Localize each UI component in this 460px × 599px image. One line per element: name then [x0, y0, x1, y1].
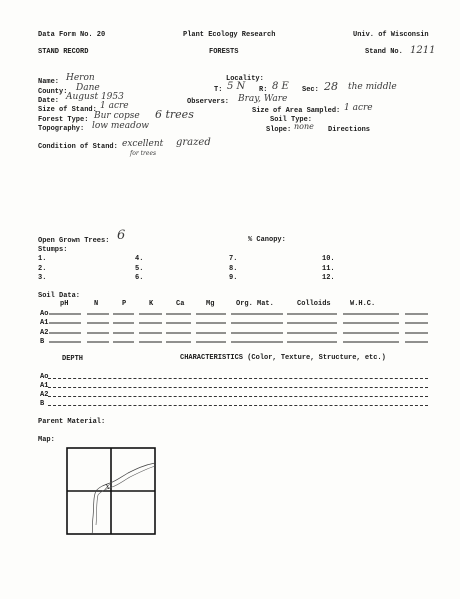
soil-column-header: K	[149, 300, 154, 308]
condition-label: Condition of Stand:	[38, 143, 118, 151]
topography-value: low meadow	[92, 121, 149, 131]
depth-line	[48, 396, 428, 397]
soil-column-header: N	[94, 300, 99, 308]
county-value: Dane	[76, 83, 100, 93]
stump-number: 10.	[322, 255, 335, 263]
parent-material-label: Parent Material:	[38, 418, 106, 426]
condition-value-2: grazed	[176, 137, 211, 148]
stump-number: 3.	[38, 274, 47, 282]
stump-number: 9.	[229, 274, 238, 282]
stump-number: 6.	[135, 274, 144, 282]
soil-column-header: Mg	[206, 300, 215, 308]
horizon-label: Ao	[40, 373, 49, 381]
university-name: Univ. of Wisconsin	[353, 31, 429, 39]
topography-label: Topography:	[38, 125, 85, 133]
characteristics-label: CHARACTERISTICS (Color, Texture, Structure, etc.)	[180, 354, 386, 362]
soil-column-header: W.H.C.	[350, 300, 376, 308]
section-label: Sec:	[302, 86, 319, 94]
stump-number: 2.	[38, 265, 47, 273]
locality-label: Locality:	[226, 75, 264, 83]
slope-value: none	[294, 122, 314, 131]
name-value: Heron	[66, 73, 95, 83]
horizon-label: A1	[40, 382, 49, 390]
township-value: 5 N	[227, 81, 246, 92]
range-value: 8 E	[272, 81, 289, 92]
stump-number: 12.	[322, 274, 335, 282]
depth-line	[48, 378, 428, 379]
date-label: Date:	[38, 97, 60, 105]
soil-column-header: pH	[60, 300, 69, 308]
stand-number-label: Stand No.	[365, 48, 403, 56]
condition-value: excellent	[122, 139, 164, 149]
forest-type-value: Bur copse	[94, 111, 140, 121]
observers-label: Observers:	[187, 98, 230, 106]
section-value: 28	[324, 80, 338, 93]
stump-number: 1.	[38, 255, 47, 263]
open-grown-trees-label: Open Grown Trees:	[38, 237, 110, 245]
size-of-stand-value: 1 acre	[100, 101, 129, 111]
stand-number-value: 1211	[410, 45, 436, 56]
stream-line	[92, 463, 155, 534]
slope-label: Slope:	[266, 126, 292, 134]
depth-line	[48, 387, 428, 388]
range-label: R:	[259, 86, 268, 94]
map-location-mark: x	[105, 482, 111, 492]
soil-data-title: Soil Data:	[38, 292, 81, 300]
date-value: August 1953	[66, 92, 124, 102]
depth-line	[48, 405, 428, 406]
record-title: STAND RECORD	[38, 48, 89, 56]
stump-number: 4.	[135, 255, 144, 263]
organization-name: Plant Ecology Research	[183, 31, 276, 39]
section-note: the middle	[348, 82, 397, 92]
forest-type-label: Forest Type:	[38, 116, 89, 124]
soil-column-header: Colloids	[297, 300, 331, 308]
forest-type-extra: 6 trees	[155, 108, 194, 121]
category-title: FORESTS	[209, 48, 239, 56]
stump-number: 7.	[229, 255, 238, 263]
stump-number: 11.	[322, 265, 335, 273]
soil-column-header: P	[122, 300, 127, 308]
soil-row-label: B	[40, 338, 45, 346]
location-map	[66, 447, 158, 537]
observers-value: Bray, Ware	[238, 94, 288, 104]
horizon-label: A2	[40, 391, 49, 399]
horizon-label: B	[40, 400, 45, 408]
open-grown-trees-value: 6	[117, 228, 126, 243]
area-sampled-value: 1 acre	[344, 103, 373, 113]
soil-row-label: A1	[40, 319, 49, 327]
township-label: T:	[214, 86, 223, 94]
map-label: Map:	[38, 436, 55, 444]
name-label: Name:	[38, 78, 60, 86]
form-number: Data Form No. 20	[38, 31, 106, 39]
depth-label: DEPTH	[62, 355, 84, 363]
area-sampled-label: Size of Area Sampled:	[252, 107, 341, 115]
county-label: County:	[38, 88, 68, 96]
soil-column-header: Org. Mat.	[236, 300, 274, 308]
directions-label: Directions	[328, 126, 371, 134]
stump-number: 8.	[229, 265, 238, 273]
stumps-label: Stumps:	[38, 246, 68, 254]
soil-row-label: A2	[40, 329, 49, 337]
size-of-stand-label: Size of Stand:	[38, 106, 97, 114]
condition-note: for trees	[130, 150, 157, 157]
soil-type-label: Soil Type:	[270, 116, 313, 124]
canopy-label: % Canopy:	[248, 236, 286, 244]
soil-row-label: Ao	[40, 310, 49, 318]
soil-column-header: Ca	[176, 300, 185, 308]
stump-number: 5.	[135, 265, 144, 273]
